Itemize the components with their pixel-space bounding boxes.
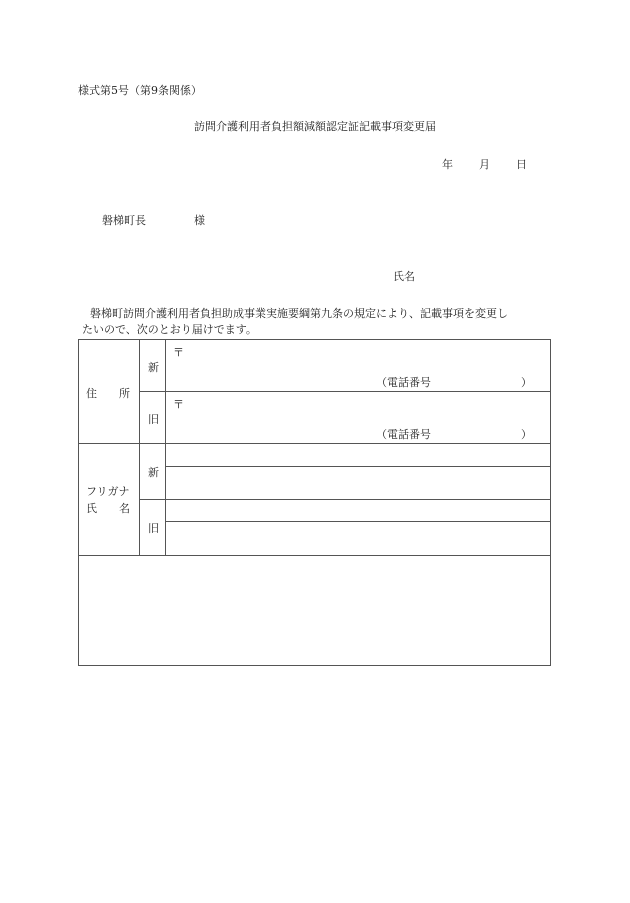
divider-name-new-kana: [165, 466, 551, 467]
divider-name-old-kana: [165, 521, 551, 522]
name-new-label: 新: [148, 466, 159, 479]
body-line-2: たいので、次のとおり届けでます。: [82, 323, 257, 336]
form-title: 訪問介護利用者負担額減額認定証記載事項変更届: [194, 120, 436, 133]
date-row: [442, 156, 527, 172]
address-new-phone-label: （電話番号: [376, 376, 431, 389]
divider-address-name: [79, 443, 551, 444]
divider-name-new-old: [139, 499, 551, 500]
address-old-label: 旧: [148, 413, 159, 426]
addressee: [102, 212, 205, 228]
address-old-phone-label: （電話番号: [376, 428, 431, 441]
addressee-honorific: 様: [194, 214, 205, 227]
address-new-postal-mark: 〒: [173, 346, 184, 359]
month-label: 月: [479, 158, 490, 171]
name-kana-label: フリガナ: [86, 485, 130, 498]
body-text: [78, 306, 552, 338]
divider-label-column: [139, 340, 140, 555]
change-form-table: [78, 339, 551, 666]
name-old-label: 旧: [148, 522, 159, 535]
address-old-phone-close: ）: [521, 428, 532, 441]
divider-address-new-old: [139, 391, 551, 392]
day-label: 日: [516, 158, 527, 171]
address-old-postal-mark: 〒: [173, 398, 184, 411]
addressee-name: 磐梯町長: [102, 214, 146, 227]
address-label: 住 所: [86, 387, 130, 400]
applicant-name-label: 氏名: [393, 270, 415, 283]
address-new-phone-close: ）: [521, 376, 532, 389]
body-line-1: 磐梯町訪問介護利用者負担助成事業実施要綱第九条の規定により、記載事項を変更し: [90, 307, 508, 320]
year-label: 年: [442, 158, 453, 171]
divider-newold-column: [165, 340, 166, 555]
address-new-label: 新: [148, 361, 159, 374]
divider-name-notes: [79, 555, 551, 556]
name-label: 氏 名: [86, 502, 130, 515]
form-number: 様式第5号（第9条関係）: [78, 84, 202, 97]
